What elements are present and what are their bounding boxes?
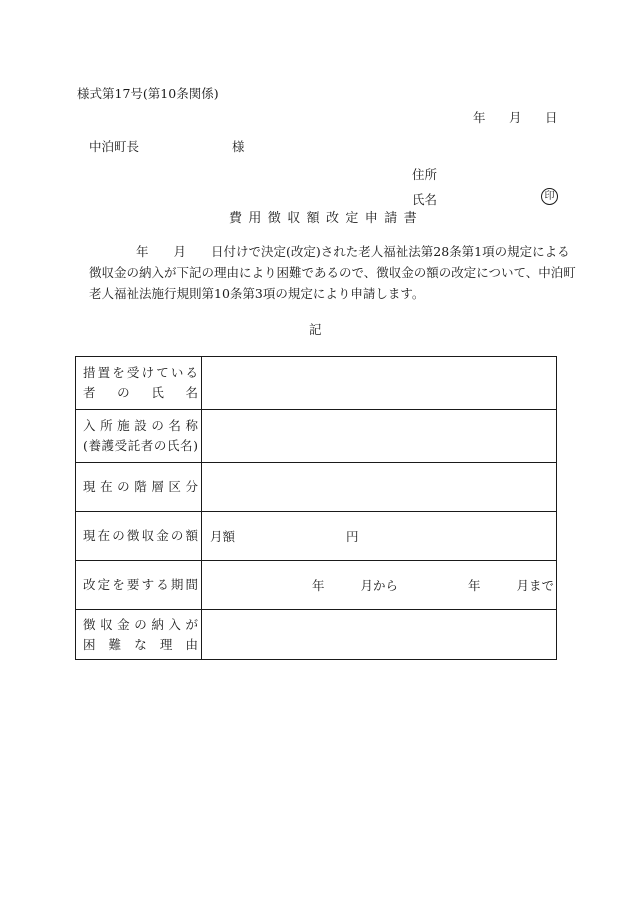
subject-name-field[interactable] [202,357,557,410]
to-month-label: 月まで [516,578,555,593]
details-table [75,356,557,660]
form-number: 様式第17号(第10条関係) [77,86,219,101]
label-cell [76,410,202,463]
label-cell [76,561,202,610]
recipient-honorific: 様 [232,139,245,154]
table-row [76,561,557,610]
label-line: 現在の徴収金の額 [83,528,198,543]
facility-name-field[interactable] [202,410,557,463]
date-year-label: 年 [473,110,486,125]
body-line-1: 年 月 日付けで決定(改定)された老人福祉法第28条第1項の規定による [136,244,570,259]
label-line: 現在の階層区分 [83,479,198,494]
label-line: 措置を受けている [83,365,198,380]
from-month-label: 月から [360,578,399,593]
date-month-label: 月 [509,110,522,125]
label-cell [76,463,202,512]
monthly-label: 月額 [210,529,236,544]
recipient-title: 中泊町長 [89,139,140,154]
reason-field[interactable] [202,610,557,660]
label-line: 徴収金の納入が [83,616,198,632]
label-line: 者の氏名 [83,385,198,400]
label-line: 改定を要する期間 [83,577,198,592]
label-line: (養護受託者の氏名) [83,438,198,453]
label-line: 入所施設の名称 [83,418,198,433]
to-year-label: 年 [468,578,481,593]
table-row [76,357,557,410]
seal-mark: 印 [541,188,558,205]
ki-heading: 記 [309,322,322,337]
label-cell [76,512,202,561]
from-year-label: 年 [312,578,325,593]
body-line-2: 徴収金の納入が下記の理由により困難であるので、徴収金の額の改定について、中泊町 [89,265,576,280]
document-title: 費用徴収額改定申請書 [229,211,424,226]
revision-period-field[interactable] [202,561,557,610]
name-label: 氏名 [412,192,438,207]
label-cell [76,610,202,660]
address-label: 住所 [412,167,438,182]
table-row [76,610,557,660]
label-cell [76,357,202,410]
table-row [76,512,557,561]
bracket-field[interactable] [202,463,557,512]
label-line: 困難な理由 [83,636,198,652]
current-amount-field[interactable] [202,512,557,561]
table-row [76,410,557,463]
body-text [89,241,576,304]
table-row [76,463,557,512]
date-day-label: 日 [545,110,558,125]
yen-label: 円 [346,529,359,544]
body-line-3: 老人福祉法施行規則第10条第3項の規定により申請します。 [89,286,425,301]
